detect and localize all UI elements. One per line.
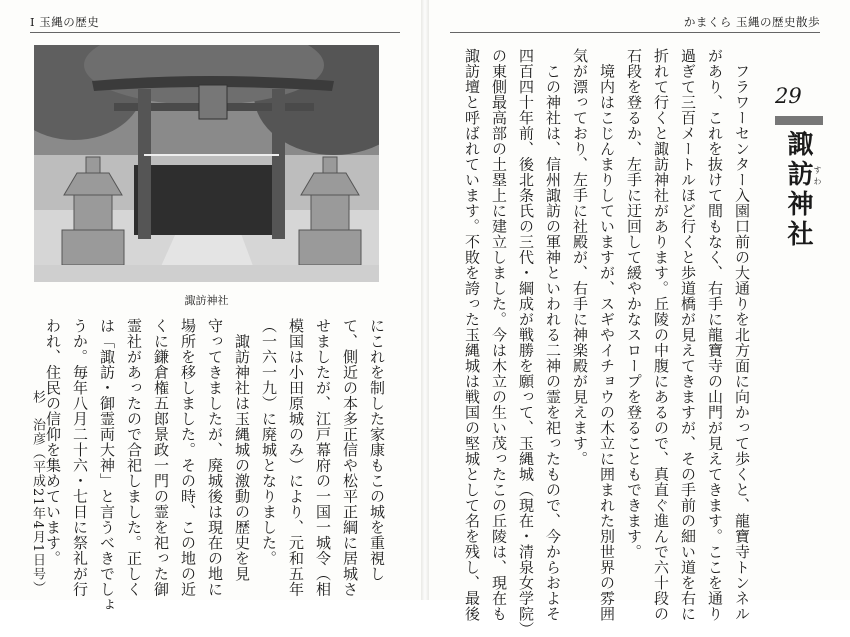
torii-gate-illustration: [34, 45, 379, 282]
text-column: 過ぎて三百メートルほど行くと歩道橋が見えてきますが、その手前の細い道を右に: [679, 48, 697, 622]
text-column: 模国は小田原城のみ）により、元和五年: [287, 318, 305, 597]
text-column: て、側近の本多正信や松平正綱に居城さ: [341, 318, 359, 597]
text-column: 気が漂っており、左手に社殿が、右手に神楽殿が見えます。: [571, 48, 589, 467]
title-bar: [775, 116, 823, 125]
text-column: 守ってきましたが、廃城後は現在の地に: [206, 318, 224, 597]
right-header-rule: [450, 32, 820, 33]
right-body-text: [455, 48, 755, 637]
text-column: この神社は、信州諏訪の軍神といわれる二神の霊を祀ったもので、今からおよそ: [544, 48, 562, 622]
shrine-photo: [34, 45, 379, 282]
text-column: せましたが、江戸幕府の一国一城令（相: [314, 318, 332, 597]
article-title: 諏訪神社: [783, 130, 813, 250]
author-byline: 杉 治彦（平成21年4月1日号）: [30, 390, 45, 596]
text-column: があり、これを抜けて間もなく、右手に龍寶寺の山門が見えてきます。ここを通り: [706, 48, 724, 622]
left-body-text: [40, 318, 390, 613]
text-column: くに鎌倉権五郎景政一門の霊を祀った御: [152, 318, 170, 597]
text-column: われ、住民の信仰を集めています。: [44, 318, 62, 566]
text-column: （一六一九）に廃城となりました。: [260, 318, 278, 566]
text-column: は「諏訪・御霊両大神」と言うべきでしょ: [98, 318, 116, 613]
text-column: 折れて行くと諏訪神社があります。丘陵の中腹にあるので、真直ぐ進んで六十段の: [652, 48, 670, 622]
text-column: 四百四十年前、後北条氏の三代・綱成が戦勝を願って、玉縄城（現在・清泉女学院）: [517, 48, 535, 637]
text-column: フラワーセンター入園口前の大通りを北方面に向かって歩くと、龍寶寺トンネル: [733, 48, 751, 622]
text-column: 諏訪壇と呼ばれています。不敗を誇った玉縄城は戦国の堅城として名を残し、最後: [463, 48, 481, 622]
text-column: 諏訪神社は玉縄城の激動の歴史を見: [233, 318, 251, 582]
photo-caption: 諏訪神社: [184, 294, 229, 307]
left-running-head: Ⅰ 玉縄の歴史: [30, 15, 100, 29]
book-gutter: [421, 0, 429, 600]
text-column: 霊社があったので合祀しました。正しく: [125, 318, 143, 597]
text-column: 境内はこじんまりしていますが、スギやイチョウの木立に囲まれた別世界の雰囲: [598, 48, 616, 622]
text-column: 場所を移しました。その時、この地の近: [179, 318, 197, 597]
text-column: にこれを制した家康もこの城を重視し: [368, 318, 386, 582]
left-header-rule: [30, 32, 400, 33]
article-number: 29: [775, 84, 802, 108]
text-column: うか。毎年八月二十六・七日に祭礼が行: [71, 318, 89, 597]
text-column: の東側最高部の土塁上に建立しました。今は木立の生い茂ったこの丘陵は、現在も: [490, 48, 508, 622]
title-ruby: すわ: [813, 166, 822, 188]
text-column: 石段を登るか、左手に迂回して緩やかなスロープを登ることもできます。: [625, 48, 643, 560]
right-running-head: かまくら 玉縄の歴史散歩: [683, 15, 820, 29]
